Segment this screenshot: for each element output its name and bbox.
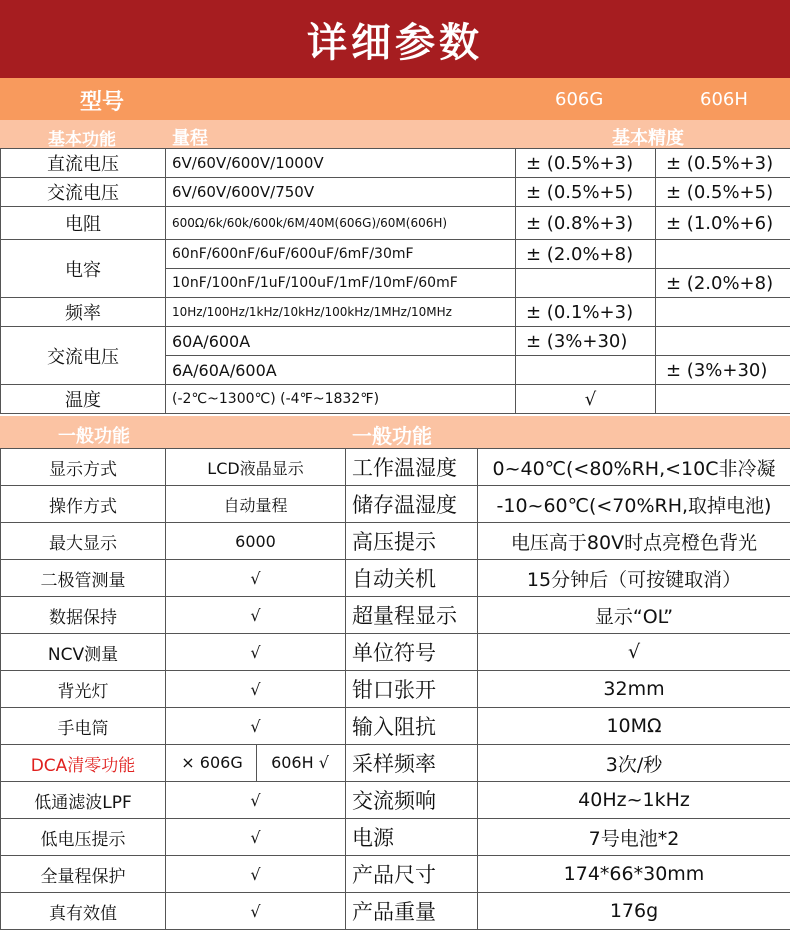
spec-header [0,120,790,148]
table-row [1,893,790,930]
function-value: √ [166,893,346,930]
param-name: 自动关机 [346,560,478,597]
spec-name: 交流电压 [1,178,166,207]
param-name: 产品重量 [346,893,478,930]
basic-function-header: 基本功能 [48,130,116,150]
spec-range: 10Hz/100Hz/1kHz/10kHz/100kHz/1MHz/10MHz [166,298,516,327]
accuracy-606h: ± (1.0%+6) [656,207,790,240]
spec-name: 温度 [1,385,166,414]
param-name: 工作温湿度 [346,449,478,486]
table-row [1,207,790,240]
title-banner [0,0,790,78]
function-value: √ [166,634,346,671]
table-row [1,708,790,745]
accuracy-606h-empty [656,240,790,269]
param-name: 输入阻抗 [346,708,478,745]
table-row [1,240,790,269]
spec-name: 直流电压 [1,149,166,178]
param-value: √ [478,634,790,671]
param-name: 钳口张开 [346,671,478,708]
function-value: √ [166,560,346,597]
function-value-split [166,745,346,782]
param-value: 显示“OL” [478,597,790,634]
param-name: 交流频响 [346,782,478,819]
table-row [1,819,790,856]
accuracy-606g-empty [516,269,656,298]
accuracy-606g-empty [516,356,656,385]
accuracy-606g: ± (2.0%+8) [516,240,656,269]
function-name: 低电压提示 [1,819,166,856]
function-name: 二极管测量 [1,560,166,597]
spec-name: 交流电压 [1,327,166,385]
table-row [1,449,790,486]
accuracy-606g: ± (0.8%+3) [516,207,656,240]
spec-name: 频率 [1,298,166,327]
table-row [1,560,790,597]
spec-range: 6V/60V/600V/750V [166,178,516,207]
general-header-left: 一般功能 [58,426,130,447]
param-name: 单位符号 [346,634,478,671]
function-name: NCV测量 [1,634,166,671]
model-label: 型号 [80,90,125,115]
function-value: √ [166,597,346,634]
spec-range: 60nF/600nF/6uF/600uF/6mF/30mF [166,240,516,269]
param-value: 3次/秒 [478,745,790,782]
table-row [1,597,790,634]
function-value: 自动量程 [166,486,346,523]
general-header-right: 一般功能 [352,424,432,448]
accuracy-606g: ± (0.5%+3) [516,149,656,178]
table-row [1,782,790,819]
param-name: 超量程显示 [346,597,478,634]
function-value: √ [166,782,346,819]
accuracy-606h-empty [656,385,790,414]
accuracy-606h: ± (0.5%+5) [656,178,790,207]
accuracy-606h-empty [656,327,790,356]
table-row [1,856,790,893]
spec-name: 电容 [1,240,166,298]
table-row [1,385,790,414]
model-606h-header: 606H [700,89,748,110]
table-row [1,149,790,178]
function-name: 数据保持 [1,597,166,634]
param-name: 产品尺寸 [346,856,478,893]
param-value: 电压高于80V时点亮橙色背光 [478,523,790,560]
function-value: LCD液晶显示 [166,449,346,486]
param-value: -10~60℃(<70%RH,取掉电池) [478,486,790,523]
param-value: 7号电池*2 [478,819,790,856]
param-name: 采样频率 [346,745,478,782]
param-value: 174*66*30mm [478,856,790,893]
spec-table [0,148,790,414]
range-header: 量程 [172,128,208,149]
table-row [1,523,790,560]
spec-range: 6A/60A/600A [166,356,516,385]
accuracy-606h-empty [656,298,790,327]
model-606g-header: 606G [555,89,604,110]
accuracy-606h: ± (2.0%+8) [656,269,790,298]
function-name: 背光灯 [1,671,166,708]
general-header [0,416,790,448]
param-value: 176g [478,893,790,930]
spec-range: 60A/600A [166,327,516,356]
function-value: √ [166,819,346,856]
accuracy-606g: ± (0.1%+3) [516,298,656,327]
param-value: 32mm [478,671,790,708]
function-name: 低通滤波LPF [1,782,166,819]
function-value: √ [166,671,346,708]
table-row [1,178,790,207]
function-name: 手电筒 [1,708,166,745]
model-bar [0,78,790,120]
function-name: 最大显示 [1,523,166,560]
accuracy-header: 基本精度 [612,128,684,149]
page-title: 详细参数 [307,19,483,66]
table-row [1,671,790,708]
param-name: 高压提示 [346,523,478,560]
spec-name: 电阻 [1,207,166,240]
function-value: 6000 [166,523,346,560]
accuracy-606g: √ [516,385,656,414]
function-name: DCA清零功能 [1,745,166,782]
table-row [1,634,790,671]
dca-606h-value: 606H √ [271,753,329,772]
dca-606g-value: × 606G [168,745,257,781]
function-value: √ [166,856,346,893]
general-table [0,448,790,930]
spec-range: 6V/60V/600V/1000V [166,149,516,178]
param-name: 储存温湿度 [346,486,478,523]
function-name: 全量程保护 [1,856,166,893]
accuracy-606g: ± (3%+30) [516,327,656,356]
accuracy-606h: ± (0.5%+3) [656,149,790,178]
table-row [1,745,790,782]
accuracy-606g: ± (0.5%+5) [516,178,656,207]
param-value: 15分钟后（可按键取消） [478,560,790,597]
param-value: 40Hz~1kHz [478,782,790,819]
accuracy-606h: ± (3%+30) [656,356,790,385]
function-name: 操作方式 [1,486,166,523]
param-value: 10MΩ [478,708,790,745]
param-value: 0~40℃(<80%RH,<10C非冷凝 [478,449,790,486]
spec-range: (-2℃~1300℃) (-4℉~1832℉) [166,385,516,414]
spec-range: 10nF/100nF/1uF/100uF/1mF/10mF/60mF [166,269,516,298]
function-name: 显示方式 [1,449,166,486]
function-name: 真有效值 [1,893,166,930]
param-name: 电源 [346,819,478,856]
table-row [1,486,790,523]
table-row [1,298,790,327]
table-row [1,327,790,356]
spec-range: 600Ω/6k/60k/600k/6M/40M(606G)/60M(606H) [166,207,516,240]
function-value: √ [166,708,346,745]
